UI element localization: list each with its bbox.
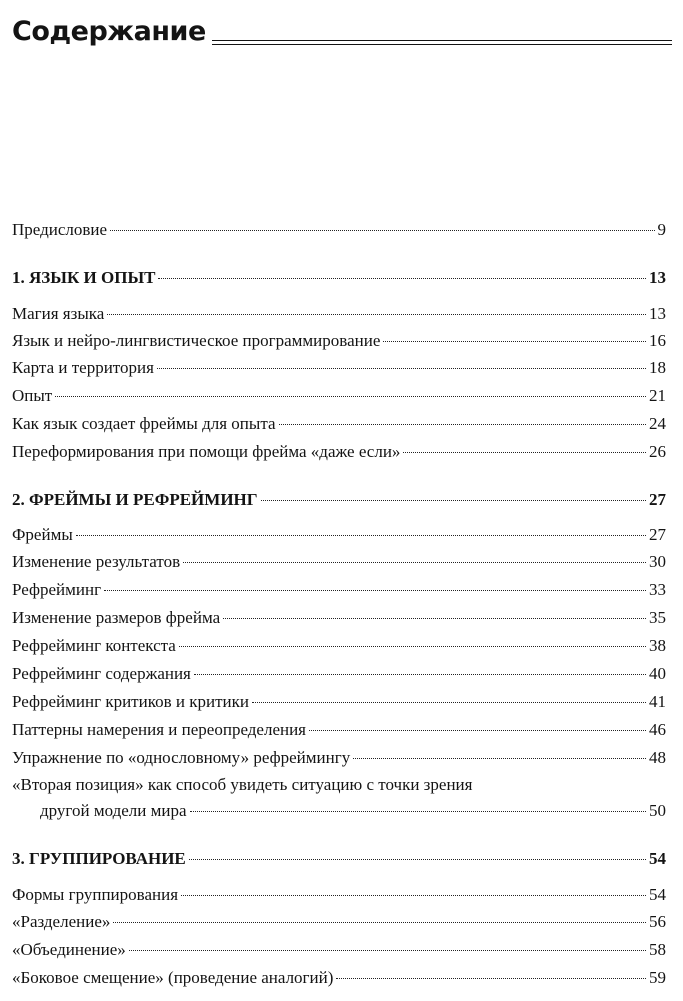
toc-entry-label: «Вторая позиция» как способ увидеть ситуацию с точки зрения (12, 775, 473, 794)
toc-entry-label: Карта и территория (12, 358, 154, 377)
dot-leader (252, 702, 646, 703)
toc-entry-label: Опыт (12, 386, 53, 405)
toc-entry-label: «Объединение» (12, 940, 126, 959)
toc-chapter-page: 13 (649, 268, 666, 287)
toc-entry-page: 26 (649, 442, 666, 461)
toc-entry-page: 13 (649, 304, 666, 323)
toc-entry (12, 303, 666, 325)
toc-entry (12, 691, 666, 713)
dot-leader (279, 424, 647, 425)
toc-entry-page: 40 (649, 664, 666, 683)
dot-leader (158, 278, 646, 279)
dot-leader (190, 811, 646, 812)
page-title: Содержание (12, 16, 206, 47)
toc-entry-label: Рефрейминг (12, 580, 102, 599)
toc-entry-page: 21 (649, 386, 666, 405)
toc-entry-label: Паттерны намерения и переопределения (12, 720, 307, 739)
toc-entry-page: 50 (649, 801, 666, 820)
dot-leader (403, 452, 646, 453)
toc-chapter (12, 267, 666, 289)
toc-entry-label: Предисловие (12, 220, 108, 239)
toc-entry-page: 30 (649, 552, 666, 571)
dot-leader (107, 314, 646, 315)
dot-leader (110, 230, 654, 231)
toc-entry-page: 41 (649, 692, 666, 711)
toc-entry-page: 48 (649, 748, 666, 767)
toc-entry-page: 54 (649, 885, 666, 904)
toc-entry (12, 967, 666, 989)
toc-entry-continuation (12, 798, 666, 824)
dot-leader (181, 895, 646, 896)
toc-entry-page: 16 (649, 331, 666, 350)
toc-entry-page: 35 (649, 608, 666, 627)
toc-entry (12, 939, 666, 961)
toc-chapter-label: 3. ГРУППИРОВАНИЕ (12, 849, 186, 868)
dot-leader (179, 646, 646, 647)
toc-entry-label: Фреймы (12, 525, 73, 544)
toc-entry (12, 772, 666, 824)
dot-leader (353, 758, 646, 759)
toc-entry (12, 413, 666, 435)
dot-leader (336, 978, 646, 979)
toc-entry (12, 663, 666, 685)
toc-entry-label: Переформирования при помощи фрейма «даже если» (12, 442, 401, 461)
toc-entry-label: «Разделение» (12, 912, 111, 931)
dot-leader (183, 562, 646, 563)
toc-chapter-page: 27 (649, 490, 666, 509)
toc-entry (12, 884, 666, 906)
toc-entry-label: Упражнение по «однословному» рефреймингу (12, 748, 351, 767)
toc-entry-label: Формы группирования (12, 885, 179, 904)
page-heading (12, 8, 672, 48)
toc-entry-page: 9 (657, 220, 666, 239)
dot-leader (76, 535, 646, 536)
toc-entry-label: Рефрейминг критиков и критики (12, 692, 249, 711)
toc-entry (12, 357, 666, 379)
dot-leader (223, 618, 646, 619)
toc-chapter (12, 848, 666, 870)
dot-leader (113, 922, 646, 923)
dot-leader (129, 950, 646, 951)
toc-entry-page: 38 (649, 636, 666, 655)
dot-leader (194, 674, 646, 675)
dot-leader (383, 341, 646, 342)
toc-entry (12, 719, 666, 741)
toc-chapter-label: 2. ФРЕЙМЫ И РЕФРЕЙМИНГ (12, 490, 258, 509)
toc-entry (12, 635, 666, 657)
toc-entry (12, 219, 666, 241)
toc-entry-page: 24 (649, 414, 666, 433)
toc-entry (12, 747, 666, 769)
toc-entry-page: 56 (649, 912, 666, 931)
toc-entry (12, 579, 666, 601)
dot-leader (104, 590, 646, 591)
toc-entry (12, 385, 666, 407)
toc-chapter-page: 54 (649, 849, 666, 868)
toc-entry-page: 46 (649, 720, 666, 739)
dot-leader (261, 500, 646, 501)
toc-entry-page: 18 (649, 358, 666, 377)
dot-leader (157, 368, 646, 369)
toc-entry-label: Магия языка (12, 304, 105, 323)
toc-entry-label: Язык и нейро-лингвистическое программирование (12, 331, 381, 350)
toc-entry (12, 551, 666, 573)
toc-entry-label: Рефрейминг контекста (12, 636, 176, 655)
toc-entry-page: 58 (649, 940, 666, 959)
toc-entry (12, 607, 666, 629)
toc-entry (12, 441, 666, 463)
toc-entry-label: Как язык создает фреймы для опыта (12, 414, 276, 433)
toc-entry (12, 524, 666, 546)
toc-chapter (12, 489, 666, 511)
dot-leader (309, 730, 646, 731)
toc-entry-page: 59 (649, 968, 666, 987)
toc-entry (12, 330, 666, 352)
toc-entry-label: Изменение размеров фрейма (12, 608, 221, 627)
toc-chapter-label: 1. ЯЗЫК И ОПЫТ (12, 268, 156, 287)
toc-entry-label: «Боковое смещение» (проведение аналогий) (12, 968, 334, 987)
toc-entry-page: 27 (649, 525, 666, 544)
toc-entry-label: Рефрейминг содержания (12, 664, 191, 683)
toc-entry (12, 911, 666, 933)
toc-entry-label: Изменение результатов (12, 552, 181, 571)
title-rule (212, 40, 672, 45)
toc-entry-label-continued: другой модели мира (40, 801, 187, 820)
dot-leader (55, 396, 646, 397)
toc-entry-page: 33 (649, 580, 666, 599)
dot-leader (189, 859, 646, 860)
